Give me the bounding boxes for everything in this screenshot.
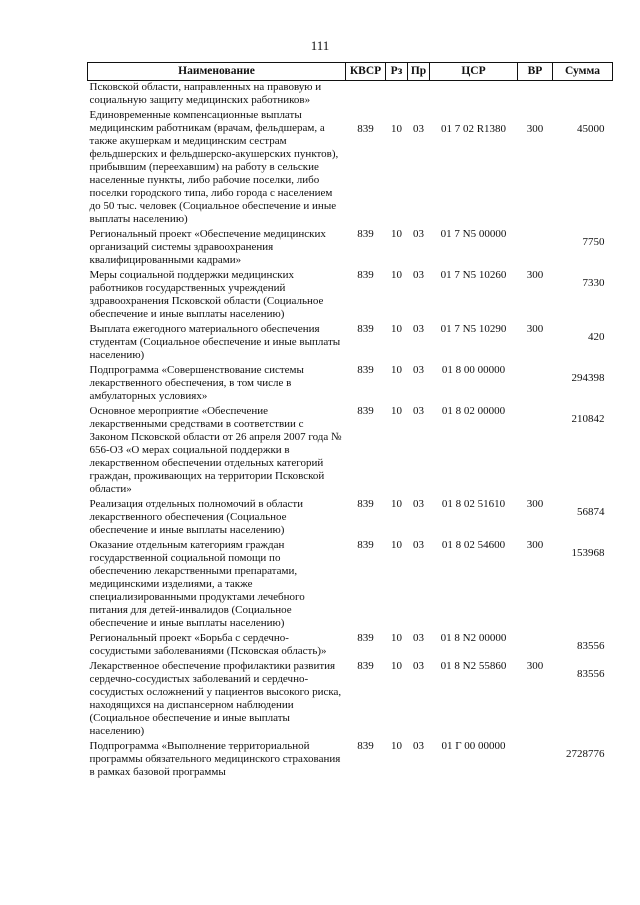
row-rz <box>386 81 408 110</box>
row-vr: 300 <box>526 123 544 135</box>
row-vr <box>518 228 553 269</box>
row-kvsr: 839 <box>357 632 374 644</box>
row-pr: 03 <box>413 269 424 281</box>
row-kvsr: 839 <box>357 323 374 335</box>
budget-table <box>87 62 613 781</box>
row-vr <box>518 632 553 660</box>
row-vr: 300 <box>526 498 544 510</box>
row-csr: 01 8 N2 00000 <box>440 632 507 644</box>
row-name: Региональный проект «Борьба с сердечно-сосудистыми заболеваниями (Псковская область)» <box>89 632 327 657</box>
table-row <box>88 405 613 498</box>
row-kvsr: 839 <box>357 498 374 510</box>
row-kvsr: 839 <box>357 405 374 417</box>
row-name: Региональный проект «Обеспечение медицинских организаций системы здравоохранения квалифицированными кадрами» <box>89 228 326 266</box>
row-sum: 153968 <box>571 547 605 559</box>
row-pr: 03 <box>413 228 424 240</box>
row-csr: 01 7 02 R1380 <box>440 123 507 135</box>
row-pr: 03 <box>413 498 424 510</box>
row-kvsr: 839 <box>357 660 374 672</box>
row-rz: 10 <box>391 323 402 335</box>
row-name: Подпрограмма «Совершенствование системы лекарственного обеспечения, в том числе в амбулаторных условиях» <box>89 364 304 402</box>
row-pr: 03 <box>413 123 424 135</box>
row-vr: 300 <box>526 269 544 281</box>
row-pr: 03 <box>413 405 424 417</box>
row-kvsr: 839 <box>357 740 374 752</box>
row-kvsr: 839 <box>357 123 374 135</box>
table-row <box>88 740 613 781</box>
row-kvsr: 839 <box>357 228 374 240</box>
row-sum: 294398 <box>571 372 605 384</box>
row-name: Оказание отдельным категориям граждан государственной социальной помощи по обеспечению лекарственными препаратами, медицинскими изделиями, а также специализированными продуктами лечебного питания для детей-инвалидов (Социальное обеспечение и иные выплаты населению) <box>89 539 305 629</box>
row-rz: 10 <box>391 498 402 510</box>
row-vr: 300 <box>526 323 544 335</box>
row-csr: 01 8 02 00000 <box>441 405 506 417</box>
row-name: Лекарственное обеспечение профилактики развития сердечно-сосудистых заболеваний и сердечно-сосудистых осложнений у пациентов высокого риска, находящихся на диспансерном наблюдении (Социальное обеспечение и иные выплаты населению) <box>89 660 342 737</box>
row-name: Меры социальной поддержки медицинских работников государственных учреждений здравоохранения Псковской области (Социальное обеспечение и иные выплаты населению) <box>89 269 324 320</box>
row-pr: 03 <box>413 740 424 752</box>
header-csr: ЦСР <box>430 63 518 81</box>
row-name: Реализация отдельных полномочий в области лекарственного обеспечения (Социальное обеспечение и иные выплаты населению) <box>89 498 304 536</box>
header-rz: Рз <box>386 63 408 81</box>
row-pr: 03 <box>413 660 424 672</box>
row-vr <box>518 81 553 110</box>
table-row <box>88 364 613 405</box>
row-pr: 03 <box>413 539 424 551</box>
row-rz: 10 <box>391 405 402 417</box>
row-pr <box>408 81 430 110</box>
table-row <box>88 660 613 740</box>
row-csr <box>430 81 518 110</box>
row-rz: 10 <box>391 123 402 135</box>
row-sum: 45000 <box>577 123 605 135</box>
row-csr: 01 8 N2 55860 <box>440 660 507 672</box>
row-sum: 210842 <box>571 413 605 425</box>
row-rz: 10 <box>391 364 402 376</box>
header-vr: ВР <box>518 63 553 81</box>
page-number: 111 <box>310 38 330 53</box>
row-csr: 01 8 02 54600 <box>441 539 506 551</box>
row-sum: 83556 <box>577 668 605 680</box>
row-pr: 03 <box>413 364 424 376</box>
header-pr: Пр <box>408 63 430 81</box>
row-csr: 01 Г 00 00000 <box>441 740 506 752</box>
row-name: Псковской области, направленных на правовую и социальную защиту медицинских работников» <box>89 81 322 106</box>
row-kvsr: 839 <box>357 269 374 281</box>
row-csr: 01 7 N5 10260 <box>440 269 507 281</box>
row-vr <box>518 405 553 498</box>
table-row <box>88 539 613 632</box>
row-sum: 420 <box>588 331 605 343</box>
table-row <box>88 109 613 228</box>
table-row <box>88 81 613 110</box>
row-vr: 300 <box>526 660 544 672</box>
row-name: Выплата ежегодного материального обеспечения студентам (Социальное обеспечение и иные выплаты населению) <box>89 323 341 361</box>
table-row <box>88 269 613 323</box>
row-kvsr <box>346 81 386 110</box>
row-kvsr: 839 <box>357 364 374 376</box>
row-rz: 10 <box>391 660 402 672</box>
row-rz: 10 <box>391 269 402 281</box>
row-vr: 300 <box>526 539 544 551</box>
row-sum: 56874 <box>577 506 605 518</box>
table-row <box>88 323 613 364</box>
row-sum: 7750 <box>582 236 605 248</box>
row-rz: 10 <box>391 228 402 240</box>
row-rz: 10 <box>391 539 402 551</box>
table-row <box>88 632 613 660</box>
header-sum: Сумма <box>553 63 613 81</box>
row-csr: 01 7 N5 00000 <box>440 228 507 240</box>
table-header-row <box>88 63 613 81</box>
header-name: Наименование <box>88 63 346 81</box>
row-rz: 10 <box>391 632 402 644</box>
row-sum: 7330 <box>582 277 605 289</box>
row-csr: 01 8 02 51610 <box>441 498 506 510</box>
row-sum <box>553 81 613 110</box>
row-pr: 03 <box>413 323 424 335</box>
row-csr: 01 8 00 00000 <box>441 364 506 376</box>
row-vr <box>518 740 553 781</box>
table-row <box>88 228 613 269</box>
row-name: Подпрограмма «Выполнение территориальной программы обязательного медицинского страхования в рамках базовой программы <box>89 740 341 778</box>
row-kvsr: 839 <box>357 539 374 551</box>
row-name: Основное мероприятие «Обеспечение лекарственными средствами в соответствии с Законом Псковской области от 26 апреля 2007 года № 656-ОЗ «О мерах социальной поддержки в лекарственном обеспечении отдельных категорий граждан, проживающих на территории Псковской области» <box>89 405 342 495</box>
row-rz: 10 <box>391 740 402 752</box>
row-sum: 2728776 <box>566 748 605 760</box>
row-vr <box>518 364 553 405</box>
header-kvsr: КВСР <box>346 63 386 81</box>
table-row <box>88 498 613 539</box>
row-csr: 01 7 N5 10290 <box>440 323 507 335</box>
row-sum: 83556 <box>577 640 605 652</box>
row-pr: 03 <box>413 632 424 644</box>
row-name: Единовременные компенсационные выплаты медицинским работникам (врачам, фельдшерам, а также акушеркам и медицинским сестрам фельдшерских и фельдшерско-акушерских пунктов), прибывшим (переехавшим) на работу в сельские населенные пункты, либо рабочие поселки, либо поселки городского типа, либо города с населением до 50 тыс. человек (Социальное обеспечение и иные выплаты населению) <box>89 109 339 225</box>
